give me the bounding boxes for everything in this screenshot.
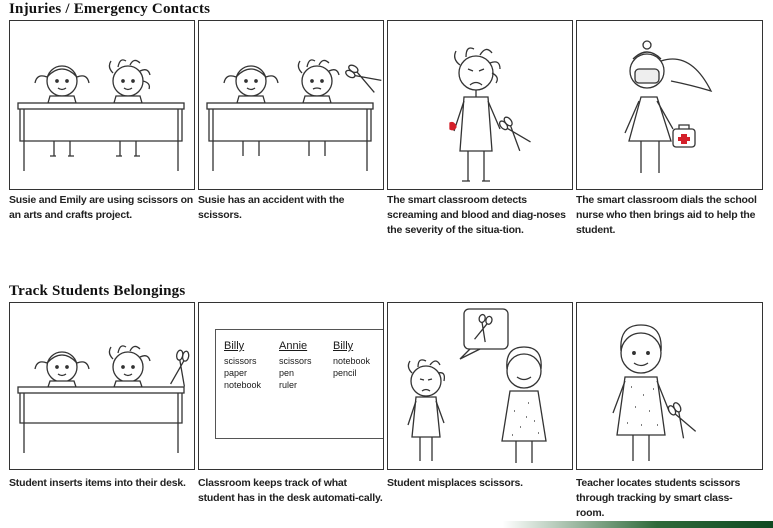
student-name: Billy	[224, 340, 245, 352]
misplaced-scissors-illustration	[388, 303, 573, 470]
panel-7-caption: Student misplaces scissors.	[387, 477, 523, 489]
nurse-illustration	[577, 21, 763, 190]
panel-5-caption: Student inserts items into their desk.	[9, 477, 186, 489]
section-title-belongings: Track Students Belongings	[9, 283, 186, 299]
two-girls-at-desk-illustration	[10, 21, 195, 190]
section-title-injuries: Injuries / Emergency Contacts	[9, 1, 211, 17]
panel-8-caption: Teacher locates students scissors through tracking by smart class-room.	[576, 477, 741, 519]
storyboard-panel-8	[576, 302, 763, 470]
scissors-icon	[497, 115, 530, 151]
item: paper	[224, 368, 248, 378]
belongings-tracker-box	[215, 329, 384, 439]
storyboard-panel-6	[198, 302, 384, 470]
panel-2-caption: Susie has an accident with the scissors.	[198, 194, 345, 221]
belongings-column-2	[279, 340, 312, 391]
item: ruler	[279, 380, 298, 390]
item: scissors	[224, 356, 257, 366]
belongings-column-1	[224, 340, 261, 391]
storyboard-panel-4	[576, 20, 763, 190]
scissors-icon	[171, 350, 191, 387]
item: scissors	[279, 356, 312, 366]
storyboard-panel-2	[198, 20, 384, 190]
storyboard-panel-7	[387, 302, 573, 470]
storyboard-panel-5	[9, 302, 195, 470]
student-at-desk-illustration	[10, 303, 195, 470]
storyboard-panel-3	[387, 20, 573, 190]
teacher-illustration	[577, 303, 763, 470]
first-aid-kit-icon	[673, 125, 695, 147]
item: notebook	[333, 356, 371, 366]
panel-1-caption: Susie and Emily are using scissors on an arts and crafts project.	[9, 194, 194, 221]
accident-illustration	[199, 21, 384, 190]
item: pen	[279, 368, 295, 378]
footer-accent-bar	[0, 521, 773, 528]
storyboard-panel-1	[9, 20, 195, 190]
panel-3-caption: The smart classroom detects screaming and blood and diag-noses the severity of the situa-tion.	[387, 194, 566, 236]
item: notebook	[224, 380, 262, 390]
panel-6-caption: Classroom keeps track of what student has in the desk automati-cally.	[198, 477, 383, 504]
student-name: Billy	[333, 340, 354, 352]
scissors-icon	[344, 63, 381, 93]
panel-4-caption: The smart classroom dials the school nurse who then brings aid to help the student.	[576, 194, 757, 236]
scissors-icon	[666, 401, 696, 438]
student-name: Annie	[279, 340, 308, 352]
injured-girl-illustration	[388, 21, 573, 190]
item: pencil	[333, 368, 357, 378]
belongings-column-3	[333, 340, 370, 379]
